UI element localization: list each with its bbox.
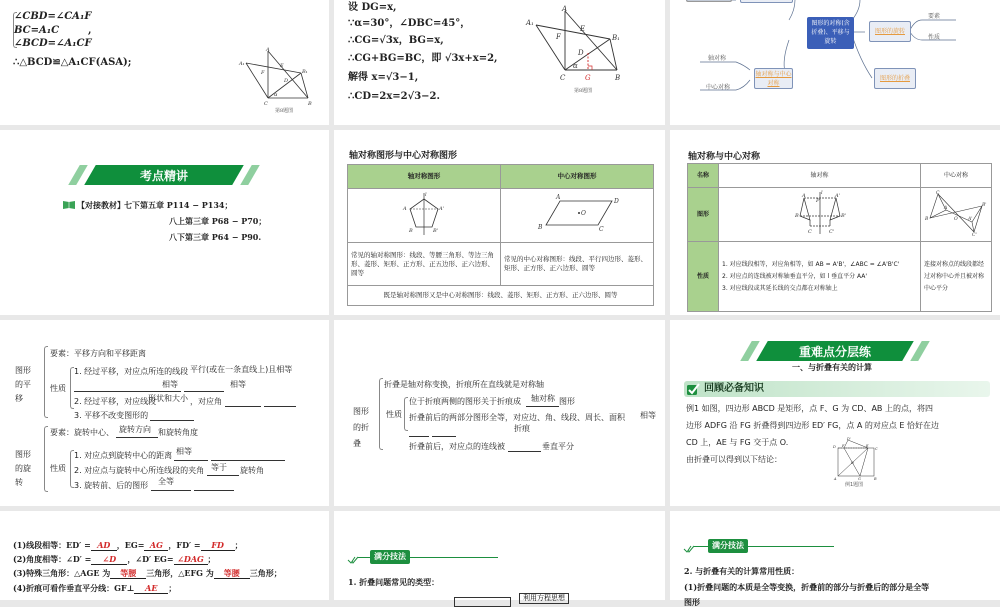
- blank-line: [150, 420, 194, 421]
- cell-both-examples: 既是轴对称图形又是中心对称图形：线段、菱形、矩形、正方形、正六边形、圆等: [348, 286, 654, 306]
- svg-text:D': D': [847, 437, 851, 441]
- section-banner: [78, 165, 250, 185]
- svg-text:A: A: [944, 206, 948, 211]
- banner-title: 考点精讲: [139, 169, 188, 183]
- example-1-figure: [830, 438, 880, 480]
- translation-prop-label: 性质: [50, 384, 66, 393]
- table-title: 轴对称与中心对称: [688, 152, 761, 162]
- svg-text:O: O: [581, 210, 586, 217]
- svg-text:A': A': [439, 206, 444, 212]
- rotation-p1-answer: 相等: [176, 447, 192, 456]
- textbook-ref-3: 八下第三章 P64 − P90.: [169, 232, 262, 242]
- cell-axial-properties: [719, 242, 921, 312]
- svg-text:G: G: [585, 74, 591, 82]
- svg-text:C: C: [599, 226, 604, 233]
- svg-text:O: O: [851, 461, 854, 465]
- folding-line-3-answer: 相等: [640, 411, 656, 420]
- svg-text:α: α: [274, 92, 278, 98]
- book-icon: [63, 201, 75, 209]
- translation-brace: [44, 346, 48, 418]
- answer-fd: FD: [201, 540, 235, 551]
- banner-title: 重难点分层练: [798, 345, 871, 359]
- slide-5[interactable]: [334, 130, 665, 315]
- blank-line: [409, 436, 429, 437]
- blank-line: [74, 391, 181, 392]
- slide-8[interactable]: [334, 320, 665, 506]
- svg-text:B: B: [308, 101, 312, 107]
- skill-header: [684, 539, 834, 555]
- mindmap-partial-top-leaf: [686, 0, 732, 2]
- table-title: 轴对称图形与中心对称图形: [349, 151, 458, 161]
- svg-text:A₁: A₁: [239, 61, 245, 67]
- axial-prop-3: 3. 对应线段或其延长线的交点都在对称轴上: [722, 284, 838, 292]
- rotation-p2: 2. 对应点与旋转中心所连线段的夹角: [74, 466, 205, 475]
- blank-line: [151, 490, 191, 491]
- slide-2[interactable]: [334, 0, 665, 125]
- pentagon-figure: [399, 191, 449, 237]
- svg-text:E: E: [866, 444, 869, 448]
- rotation-elements-tail: 和旋转角度: [158, 428, 198, 437]
- slide-1[interactable]: [0, 0, 329, 125]
- skill-tag: 满分技法: [708, 539, 748, 553]
- mindmap-center-node[interactable]: 图形的对称(含折叠)、平移与旋转: [807, 17, 854, 49]
- line-4: ∴CG+BG=BC，即 √3x+x=2,: [348, 53, 498, 64]
- slide-12[interactable]: [670, 511, 1000, 607]
- blank-line: [432, 436, 456, 437]
- conclusion-text: 由折叠可以得到以下结论：: [686, 455, 782, 464]
- slide-6[interactable]: [670, 130, 1000, 315]
- conclusion-4: (4)折痕可看作垂直平分线：GF⊥ AE ；: [13, 583, 177, 593]
- mindmap-leaf-elements[interactable]: 要素: [928, 13, 941, 20]
- line-2-comma: ,: [88, 25, 92, 36]
- symmetry-table: [347, 164, 654, 306]
- blank-line: [225, 406, 261, 407]
- mindmap-node-rotation[interactable]: 图形的旋转: [869, 21, 911, 42]
- svg-text:A: A: [801, 193, 806, 199]
- folding-line-2: 位于折痕两侧的图形关于折痕成: [409, 397, 521, 406]
- svg-text:l: l: [820, 190, 823, 196]
- cell-axial-figure: [719, 188, 921, 242]
- blank-line: [116, 437, 158, 438]
- axial-prop-2: 2. 对应点的连线被对称轴垂直平分，如 l 垂直平分 AA': [722, 272, 868, 280]
- svg-text:B: B: [538, 224, 543, 231]
- slide-10[interactable]: [0, 511, 329, 600]
- slide-7[interactable]: [0, 320, 329, 506]
- line-4: ∴△BCD≌△A₁CF(ASA);: [13, 57, 132, 68]
- slide-4[interactable]: [0, 130, 329, 315]
- rotation-brace: [44, 426, 48, 492]
- mindmap-leaf-axial[interactable]: 轴对称: [708, 55, 727, 62]
- svg-text:A: A: [266, 47, 270, 53]
- header-central: 中心对称: [921, 164, 992, 188]
- svg-text:B': B': [433, 228, 439, 234]
- central-symmetry-figure: [924, 190, 988, 236]
- blank-line: [508, 451, 541, 452]
- translation-title: 图形的平移: [15, 366, 31, 403]
- line-2: BC=A₁C: [14, 25, 60, 36]
- svg-text:B: B: [874, 477, 877, 481]
- translation-p1-answer: 平行(或在一条直线上)且相等: [190, 365, 293, 374]
- mindmap-leaf-properties[interactable]: 性质: [928, 34, 941, 41]
- blank-line: [264, 406, 296, 407]
- svg-text:A': A': [968, 217, 973, 222]
- svg-text:D: D: [833, 445, 836, 449]
- rotation-p2-answer: 等于: [211, 463, 227, 472]
- rotation-elements: 要素：旋转中心、: [50, 428, 114, 437]
- folding-prop-label: 性质: [386, 410, 402, 419]
- example-figure-caption: 例1题图: [845, 482, 864, 488]
- folding-prop-brace: [404, 397, 408, 431]
- subtitle: 一、与折叠有关的计算: [792, 363, 872, 372]
- figure-8-diagram: [236, 48, 316, 106]
- checkbox-icon: [686, 382, 700, 396]
- svg-text:C: C: [560, 74, 566, 82]
- svg-text:D: D: [284, 78, 289, 84]
- rotation-title: 图形的旋转: [15, 450, 31, 487]
- answer-angle-d: ∠D: [91, 554, 127, 565]
- header-axial: 轴对称图形: [348, 165, 501, 189]
- svg-text:A: A: [403, 206, 407, 212]
- rotation-p2-tail: 旋转角: [240, 466, 264, 475]
- folding-line-5: 折叠前后，对应点的连线被: [409, 442, 505, 451]
- blank-line: [184, 391, 224, 392]
- svg-text:A': A': [834, 193, 840, 199]
- skill-heading: 1. 折叠问题常见的类型：: [348, 577, 440, 587]
- conclusion-2: (2)角度相等：∠D′ = ∠D ，∠D′ EG= ∠DAG ；: [13, 554, 216, 564]
- line-6: ∴CD=2x=2√3−2.: [348, 91, 440, 102]
- svg-text:C: C: [936, 191, 940, 196]
- svg-text:O: O: [954, 217, 958, 222]
- answer-isosceles-1: 等腰: [110, 568, 146, 579]
- textbook-ref-1: 七下第五章 P114 − P134；: [124, 200, 233, 210]
- svg-text:F: F: [842, 444, 845, 448]
- translation-p3: 3. 平移不改变图形的: [74, 411, 149, 420]
- svg-text:A₁: A₁: [526, 19, 534, 27]
- svg-text:C: C: [264, 101, 268, 107]
- skill-header: [348, 550, 498, 566]
- symmetry-compare-table: [687, 163, 992, 312]
- conclusion-3: (3)特殊三角形：△AGE 为 等腰 三角形，△EFG 为 等腰 三角形；: [13, 568, 282, 578]
- property-line-2: 图形: [684, 597, 700, 607]
- blank-line: [194, 490, 234, 491]
- mindmap-partial-top-node: [740, 0, 793, 3]
- folding-line-4-answer: 折痕: [514, 424, 530, 433]
- skill-tag: 满分技法: [370, 550, 410, 564]
- line-2: ∵α=30°，∠DBC=45°，: [348, 18, 471, 29]
- svg-text:F: F: [261, 70, 265, 76]
- row-label-properties: 性质: [688, 242, 719, 312]
- svg-text:A: A: [834, 477, 837, 481]
- svg-text:E: E: [280, 63, 284, 69]
- cell-central-examples: 常见的中心对称图形：线段、平行四边形、菱形、矩形、正方形、正六边形、圆等: [501, 243, 654, 286]
- figure-8-diagram: [522, 5, 627, 80]
- svg-text:A: A: [556, 194, 561, 201]
- blank-line: [526, 406, 559, 407]
- section-banner: [750, 341, 920, 361]
- rotation-elements-answer: 旋转方向: [119, 425, 151, 434]
- svg-text:D: D: [614, 198, 619, 205]
- svg-text:C: C: [807, 229, 812, 235]
- header-axial: 轴对称: [719, 164, 921, 188]
- svg-text:D: D: [578, 49, 584, 57]
- header-central: 中心对称图形: [501, 165, 654, 189]
- svg-text:A: A: [562, 5, 568, 13]
- axial-symmetry-figure: [780, 190, 860, 236]
- rotation-prop-label: 性质: [50, 464, 66, 473]
- svg-text:B: B: [615, 74, 621, 82]
- cell-central-figure: [501, 189, 654, 243]
- figure-caption: 第8题图: [574, 88, 593, 94]
- translation-p2-tail: ，对应角: [190, 397, 222, 406]
- property-line-1: (1)折叠问题的本质是全等变换，折叠前的部分与折叠后的部分是全等: [684, 582, 930, 592]
- example-line-1: 例1 如图，四边形 ABCD 是矩形，点 F、G 为 CD、AB 上的点，将四: [686, 404, 933, 413]
- rotation-p3-answer: 全等: [158, 477, 174, 486]
- translation-answer-a: 相等: [162, 380, 178, 389]
- svg-text:B': B': [840, 213, 846, 219]
- line-3: ∠BCD=∠A₁CF: [14, 38, 92, 49]
- answer-ad: AD: [91, 540, 117, 551]
- mindmap-node-symmetry[interactable]: 轴对称与中心对称: [754, 68, 793, 89]
- figure-caption: 第8题图: [275, 108, 294, 114]
- cell-axial-figure: [348, 189, 501, 243]
- translation-answer-b: 相等: [230, 380, 246, 389]
- svg-text:B: B: [794, 213, 799, 219]
- translation-p2-answer: 形状和大小: [148, 394, 188, 403]
- folding-line-2-answer: 轴对称: [531, 394, 555, 403]
- slide-11[interactable]: [334, 511, 665, 600]
- svg-text:C': C': [828, 229, 834, 235]
- blank-line: [207, 475, 239, 476]
- answer-ag: AG: [144, 540, 168, 551]
- type-box-1: [454, 597, 511, 607]
- folding-line-2-tail: 图形: [559, 397, 575, 406]
- rotation-p1: 1. 对应点到旋转中心的距离: [74, 451, 173, 460]
- translation-p1: 1. 经过平移，对应点所连的线段: [74, 367, 189, 376]
- svg-text:F: F: [556, 33, 561, 41]
- svg-text:B₁: B₁: [612, 34, 620, 42]
- blank-line: [174, 460, 208, 461]
- blank-line: [211, 460, 285, 461]
- parallelogram-figure: [532, 191, 622, 237]
- rotation-p3: 3. 旋转前、后的图形: [74, 481, 149, 490]
- svg-text:P: P: [815, 198, 819, 204]
- svg-text:C': C': [972, 233, 977, 238]
- slide-9[interactable]: [670, 320, 1000, 506]
- svg-text:B: B: [925, 217, 929, 222]
- slide-3-mindmap[interactable]: [670, 0, 1000, 125]
- skill-heading: 2. 与折叠有关的计算常用性质：: [684, 566, 800, 576]
- type-box-2: 利用方程思想: [519, 593, 569, 604]
- answer-ae: AE: [134, 583, 168, 594]
- svg-text:B': B': [982, 203, 987, 208]
- example-line-3: CD 上，AE 与 FG 交于点 O.: [686, 438, 789, 447]
- textbook-ref-2: 八上第三章 P68 − P70；: [169, 216, 267, 226]
- folding-line-3: 折叠前后的两部分图形全等，对应边、角、线段、周长、面积: [409, 413, 625, 422]
- translation-p2: 2. 经过平移，对应线段: [74, 397, 157, 406]
- svg-text:E: E: [580, 25, 586, 33]
- cell-central-properties: 连接对称点的线段都经过对称中心并且被对称中心平分: [921, 242, 992, 312]
- cell-axial-examples: 常见的轴对称图形：线段、等腰三角形、等边三角形、菱形、矩形、正方形、正五边形、正六边形、圆等: [348, 243, 501, 286]
- folding-line-5-tail: 垂直平分: [542, 442, 574, 451]
- svg-text:l: l: [425, 192, 427, 198]
- svg-text:B: B: [409, 228, 413, 234]
- svg-text:B₁: B₁: [302, 69, 308, 75]
- svg-text:C: C: [875, 447, 878, 451]
- know-header-title: 回顾必备知识: [704, 383, 764, 394]
- cell-central-figure: [921, 188, 992, 242]
- row-label-figure: 图形: [688, 188, 719, 242]
- folding-brace: [379, 378, 383, 450]
- translation-elements: 要素：平移方向和平移距离: [50, 349, 146, 358]
- header-name: 名称: [688, 164, 719, 188]
- line-3: ∴CG=√3x，BG=x,: [348, 35, 444, 46]
- line-1: ∠CBD=∠CA₁F: [14, 11, 92, 22]
- textbook-ref-label: 【对接教材】: [77, 200, 125, 210]
- conclusion-1: (1)线段相等：ED′ = AD ，EG= AG ，FD′ = FD ；: [13, 540, 243, 550]
- folding-title: 图形的折叠: [353, 407, 369, 448]
- line-5: 解得 x=√3−1,: [348, 72, 419, 83]
- answer-angle-dag: ∠DAG: [174, 554, 208, 565]
- example-line-2: 边形 ADFG 沿 FG 折叠得到四边形 ED′ FG，点 A 的对应点 E 恰好在边: [686, 421, 940, 430]
- mindmap-leaf-central[interactable]: 中心对称: [706, 84, 731, 91]
- axial-prop-1: 1. 对应线段相等，对应角相等，如 AB = A'B'，∠ABC = ∠A'B'C': [722, 260, 900, 268]
- svg-text:G: G: [858, 477, 861, 481]
- answer-isosceles-2: 等腰: [214, 568, 250, 579]
- folding-line-1: 折叠是轴对称变换，折痕所在直线就是对称轴: [384, 380, 544, 389]
- mindmap-node-folding[interactable]: 图形的折叠: [874, 68, 916, 89]
- svg-text:α: α: [573, 62, 578, 70]
- line-1: 设 DG=x,: [348, 2, 397, 13]
